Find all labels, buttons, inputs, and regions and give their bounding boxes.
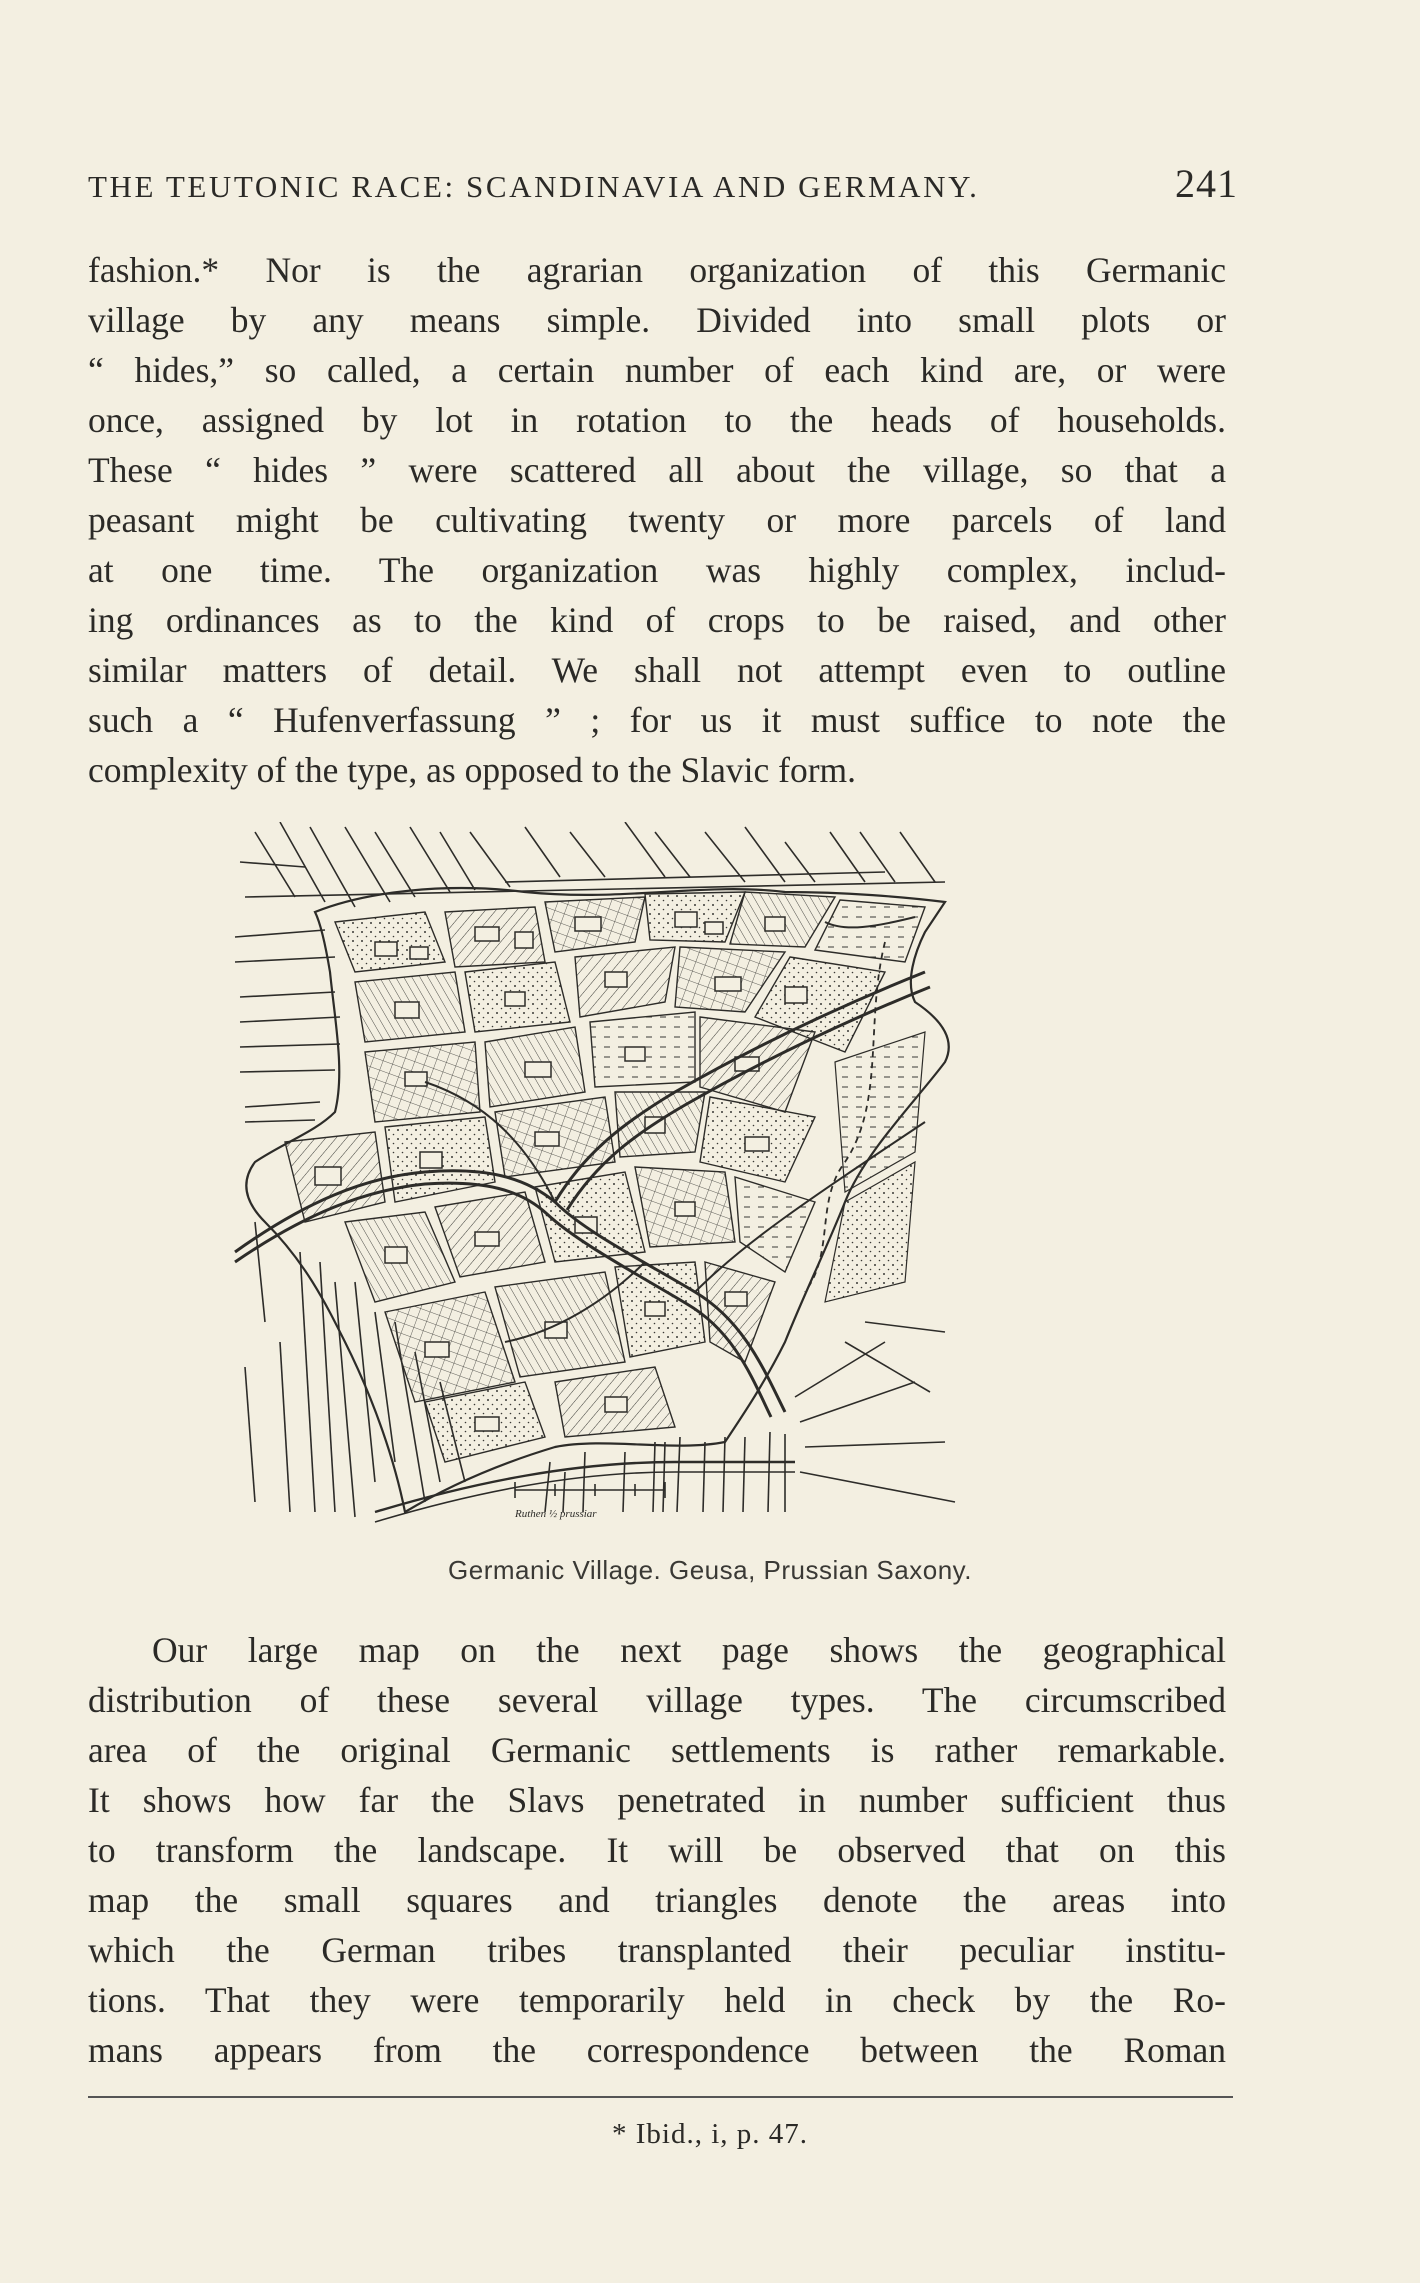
footnote: * Ibid., i, p. 47.	[611, 2118, 809, 2150]
text-line: to transform the landscape. It will be observed that on this	[88, 1830, 1226, 1870]
text-line: village by any means simple. Divided into small plots or	[88, 300, 1226, 340]
scale-label: Ruthen ½ prussiar	[515, 1508, 597, 1520]
text-line: which the German tribes transplanted their peculiar institu-	[88, 1930, 1226, 1970]
text-line: once, assigned by lot in rotation to the heads of households.	[88, 400, 1226, 440]
text-line: similar matters of detail. We shall not attempt even to outline	[88, 650, 1226, 690]
figure-caption: Germanic Village. Geusa, Prussian Saxony.	[448, 1555, 972, 1585]
running-title: THE TEUTONIC RACE: SCANDINAVIA AND GERMANY.	[88, 169, 980, 204]
text-line: tions. That they were temporarily held in check by the Ro-	[88, 1980, 1226, 2020]
village-map-figure	[225, 822, 1105, 1527]
text-line: It shows how far the Slavs penetrated in number sufficient thus	[88, 1780, 1226, 1820]
text-line: These “ hides ” were scattered all about the village, so that a	[88, 450, 1226, 490]
text-line: ing ordinances as to the kind of crops to be raised, and other	[88, 600, 1226, 640]
text-line: distribution of these several village types. The circumscribed	[88, 1680, 1226, 1720]
paragraph-2	[88, 1625, 1226, 2075]
text-line: area of the original Germanic settlements is rather remarkable.	[88, 1730, 1226, 1770]
text-line: peasant might be cultivating twenty or more parcels of land	[88, 500, 1226, 540]
text-line: map the small squares and triangles denote the areas into	[88, 1880, 1226, 1920]
text-line: at one time. The organization was highly complex, includ-	[88, 550, 1226, 590]
text-line: mans appears from the correspondence between the Roman	[88, 2030, 1226, 2070]
running-header	[88, 160, 1238, 207]
footnote-divider	[88, 2096, 1233, 2098]
village-map-illustration	[225, 822, 1105, 1527]
text-line: Our large map on the next page shows the geographical	[152, 1630, 1226, 1670]
text-line: such a “ Hufenverfassung ” ; for us it must suffice to note the	[88, 700, 1226, 740]
text-line: “ hides,” so called, a certain number of each kind are, or were	[88, 350, 1226, 390]
text-line: complexity of the type, as opposed to the Slavic form.	[88, 750, 857, 790]
paragraph-1	[88, 245, 1226, 795]
page-number: 241	[1175, 161, 1238, 206]
text-line: fashion.* Nor is the agrarian organization of this Germanic	[88, 250, 1226, 290]
